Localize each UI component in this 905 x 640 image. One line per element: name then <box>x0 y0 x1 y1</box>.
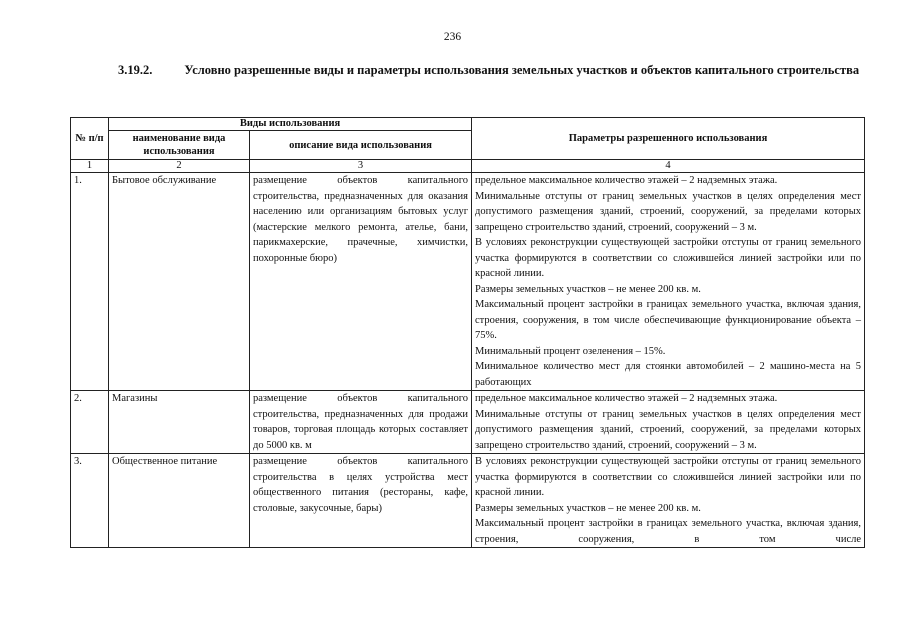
row-num: 1. <box>71 173 109 391</box>
row-description-text: размещение объектов капитального строительства в целях устройства мест общественного питания (рестораны, кафе, столовые, закусочные, бары) <box>253 456 469 514</box>
header-row-1 <box>71 118 865 131</box>
row-name: Бытовое обслуживание <box>109 173 250 391</box>
row-name: Магазины <box>109 391 250 454</box>
row-description <box>250 454 472 548</box>
row-params <box>472 391 865 454</box>
param-line: Максимальный процент застройки в границах земельного участка, включая здания, строения, сооружения, в том числе <box>475 518 862 545</box>
row-description <box>250 173 472 391</box>
section-title: Условно разрешенные виды и параметры использования земельных участков и объектов капитального строительства <box>184 63 860 77</box>
header-description: описание вида использования <box>250 131 472 160</box>
table-row <box>71 454 865 548</box>
index-cell: 3 <box>250 160 472 173</box>
land-use-table <box>70 117 865 548</box>
index-cell: 1 <box>71 160 109 173</box>
param-line: В условиях реконструкции существующей застройки отступы от границ земельного участка формируются в соответствии со сложившейся линией застройки или по красной линии. <box>475 456 862 498</box>
section-heading <box>74 63 860 78</box>
section-number: 3.19.2. <box>118 63 153 77</box>
row-name: Общественное питание <box>109 454 250 548</box>
row-num: 2. <box>71 391 109 454</box>
index-cell: 2 <box>109 160 250 173</box>
index-row <box>71 160 865 173</box>
row-description-text: размещение объектов капитального строительства, предназначенных для оказания населению или организациям бытовых услуг (мастерские мелкого ремонта, ателье, бани, парикмахерские, прачечные, химчистки, похоронные бюро) <box>253 175 469 264</box>
param-line: Минимальное количество мест для стоянки автомобилей – 2 машино-места на 5 работающих <box>475 361 862 388</box>
row-params <box>472 454 865 548</box>
param-line: предельное максимальное количество этажей – 2 надземных этажа. <box>475 393 778 404</box>
param-line: Размеры земельных участков – не менее 200 кв. м. <box>475 283 701 295</box>
param-line: предельное максимальное количество этажей – 2 надземных этажа. <box>475 175 778 186</box>
param-line: Максимальный процент застройки в границах земельного участка, включая здания, строения, сооружения, в том числе обеспечивающие функционирование объекта – 75%. <box>475 299 862 341</box>
param-line: В условиях реконструкции существующей застройки отступы от границ земельного участка формируются в соответствии со сложившейся линией застройки или по красной линии. <box>475 237 862 279</box>
param-line: Минимальные отступы от границ земельных участков в целях определения мест допустимого размещения зданий, строений, сооружений, за пределами которых запрещено строительство зданий, строений, сооружений – 3 м. <box>475 190 862 233</box>
row-num: 3. <box>71 454 109 548</box>
row-description-text: размещение объектов капитального строительства, предназначенных для продажи товаров, торговая площадь которых составляет до 5000 кв. м <box>253 393 469 451</box>
param-line: Минимальный процент озеленения – 15%. <box>475 345 666 357</box>
header-params: Параметры разрешенного использования <box>472 118 865 160</box>
page-number: 236 <box>443 31 462 43</box>
header-name: наименование вида использования <box>109 131 250 160</box>
param-line: Минимальные отступы от границ земельных участков в целях определения мест допустимого размещения зданий, строений, сооружений, за пределами которых запрещено строительство зданий, строений, сооружений – 3 м. <box>475 408 862 451</box>
param-line: Размеры земельных участков – не менее 200 кв. м. <box>475 502 701 514</box>
row-params <box>472 173 865 391</box>
index-cell: 4 <box>472 160 865 173</box>
header-types-group: Виды использования <box>109 118 472 131</box>
table-row <box>71 173 865 391</box>
table-row <box>71 391 865 454</box>
row-description <box>250 391 472 454</box>
header-num: № п/п <box>71 118 109 160</box>
